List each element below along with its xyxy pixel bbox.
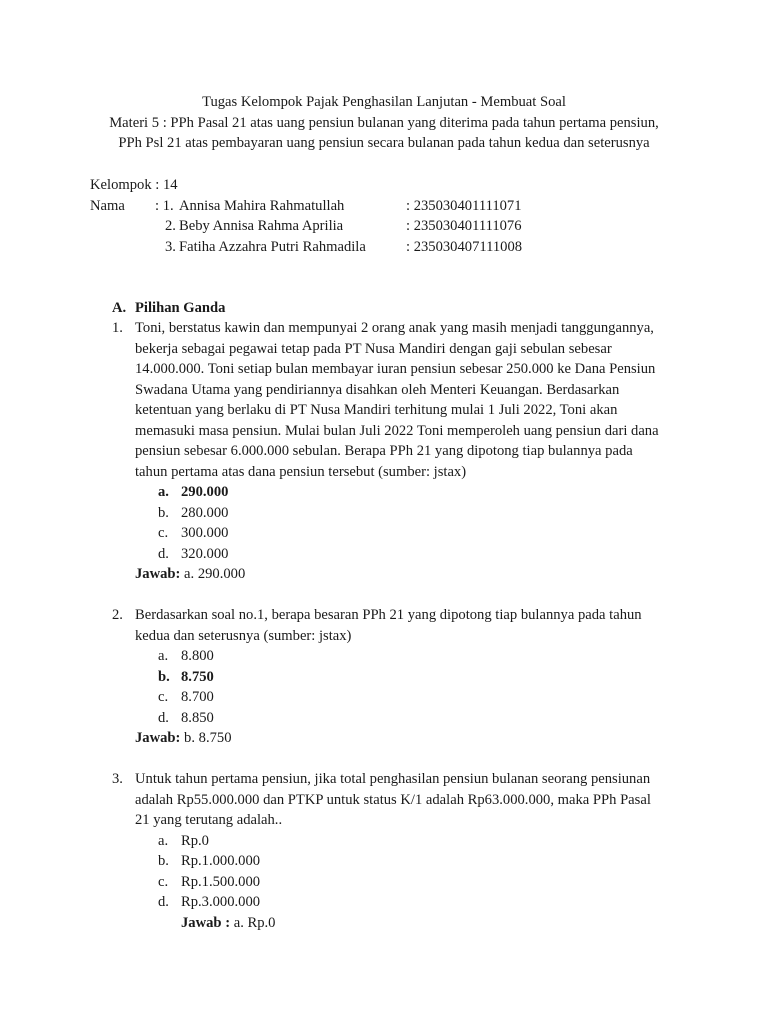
option-d	[158, 708, 692, 729]
option-label: d.	[158, 894, 169, 910]
document-subtitle-line-1: Materi 5 : PPh Pasal 21 atas uang pensiun bulanan yang diterima pada tahun pertama pensiun,	[109, 114, 659, 131]
option-c	[158, 687, 692, 708]
option-text: 280.000	[181, 504, 229, 521]
question-line: memasuki masa pensiun. Mulai bulan Juli 2022 Toni memperoleh uang pensiun dari dana	[135, 422, 659, 439]
option-d	[158, 892, 692, 913]
option-label: b.	[158, 853, 169, 869]
option-label: c.	[158, 689, 169, 705]
member-prefix: 3.	[165, 238, 176, 255]
member-nim: : 235030407111008	[406, 238, 523, 255]
option-text: 300.000	[181, 525, 229, 541]
option-text: 8.750	[181, 668, 214, 685]
option-label: a.	[158, 484, 169, 500]
member-prefix: : 1.	[155, 197, 174, 214]
answer	[181, 913, 692, 934]
option-list	[158, 482, 692, 564]
option-text: Rp.1.500.000	[181, 873, 261, 890]
question-number: 1.	[112, 320, 123, 336]
question-3	[112, 769, 692, 933]
question-text	[135, 318, 683, 482]
option-text: 8.700	[181, 689, 214, 705]
option-text: 8.850	[181, 709, 214, 726]
member-name: Annisa Mahira Rahmatullah	[179, 197, 345, 214]
question-line: Swadana Utama yang pendiriannya disahkan oleh Menteri Keuangan. Berdasarkan	[135, 381, 620, 398]
option-label: d.	[158, 545, 169, 562]
option-text: Rp.3.000.000	[181, 894, 261, 910]
option-label: d.	[158, 709, 169, 726]
member-name: Fatiha Azzahra Putri Rahmadila	[179, 238, 366, 255]
question-line: ketentuan yang berlaku di PT Nusa Mandiri terhitung mulai 1 Juli 2022, Toni akan	[135, 402, 618, 418]
group-number-text: Kelompok : 14	[90, 177, 178, 193]
document-title: Tugas Kelompok Pajak Penghasilan Lanjutan - Membuat Soal	[202, 94, 566, 110]
member-nim: : 235030401111071	[406, 197, 522, 214]
question-line: bekerja sebagai pegawai tetap pada PT Nusa Mandiri dengan gaji sebulan sebesar	[135, 340, 612, 357]
option-a	[158, 831, 692, 852]
section-title: Pilihan Ganda	[135, 300, 226, 316]
option-label: b.	[158, 504, 169, 521]
section-letter: A.	[112, 300, 127, 316]
question-1	[112, 318, 692, 585]
document-header	[0, 92, 768, 154]
question-number: 2.	[112, 607, 123, 623]
option-list	[158, 646, 692, 728]
question-text	[135, 605, 683, 646]
answer-value: b. 8.750	[180, 730, 232, 746]
question-text	[135, 769, 683, 831]
option-d	[158, 544, 692, 565]
question-line: Toni, berstatus kawin dan mempunyai 2 orang anak yang masih menjadi tanggungannya,	[135, 320, 654, 336]
question-line: kedua dan seterusnya (sumber: jstax)	[135, 627, 352, 644]
option-c	[158, 523, 692, 544]
option-text: 290.000	[181, 484, 229, 500]
option-b	[158, 667, 692, 688]
option-label: a.	[158, 832, 169, 849]
document-subtitle-line-2: PPh Psl 21 atas pembayaran uang pensiun secara bulanan pada tahun kedua dan seterusnya	[118, 135, 650, 151]
option-label: c.	[158, 873, 169, 890]
member-name: Beby Annisa Rahma Aprilia	[179, 218, 344, 234]
option-c	[158, 872, 692, 893]
question-number: 3.	[112, 771, 123, 787]
question-line: pensiun sebesar 6.000.000 sebulan. Berapa PPh 21 yang dipotong tiap bulannya pada	[135, 443, 633, 459]
option-b	[158, 851, 692, 872]
question-line: 21 yang terutang adalah..	[135, 812, 283, 828]
question-line: 14.000.000. Toni setiap bulan membayar iuran pensiun sebesar 250.000 ke Dana Pensiun	[135, 361, 656, 377]
option-text: Rp.0	[181, 832, 209, 849]
question-line: adalah Rp55.000.000 dan PTKP untuk status K/1 adalah Rp63.000.000, maka PPh Pasal	[135, 791, 651, 808]
option-text: 8.800	[181, 648, 214, 664]
option-a	[158, 646, 692, 667]
answer	[135, 564, 692, 585]
answer-label: Jawab:	[135, 730, 181, 746]
option-list	[158, 831, 692, 913]
member-prefix: 2.	[165, 218, 176, 234]
option-a	[158, 482, 692, 503]
option-text: 320.000	[181, 545, 229, 562]
answer-value: a. Rp.0	[230, 914, 276, 931]
option-label: c.	[158, 525, 169, 541]
option-b	[158, 503, 692, 524]
name-label: Nama	[90, 197, 125, 214]
answer-label: Jawab:	[135, 566, 181, 582]
question-2	[112, 605, 692, 749]
option-label: a.	[158, 648, 169, 664]
answer	[135, 728, 692, 749]
question-line: Berdasarkan soal no.1, berapa besaran PPh 21 yang dipotong tiap bulannya pada tahun	[135, 607, 642, 623]
question-line: tahun pertama atas dana pensiun tersebut (sumber: jstax)	[135, 463, 467, 480]
option-text: Rp.1.000.000	[181, 853, 261, 869]
member-nim: : 235030401111076	[406, 218, 522, 234]
answer-value: a. 290.000	[180, 566, 246, 582]
option-label: b.	[158, 668, 170, 685]
answer-label: Jawab :	[181, 914, 231, 931]
question-line: Untuk tahun pertama pensiun, jika total penghasilan pensiun bulanan seorang pensiunan	[135, 771, 651, 787]
